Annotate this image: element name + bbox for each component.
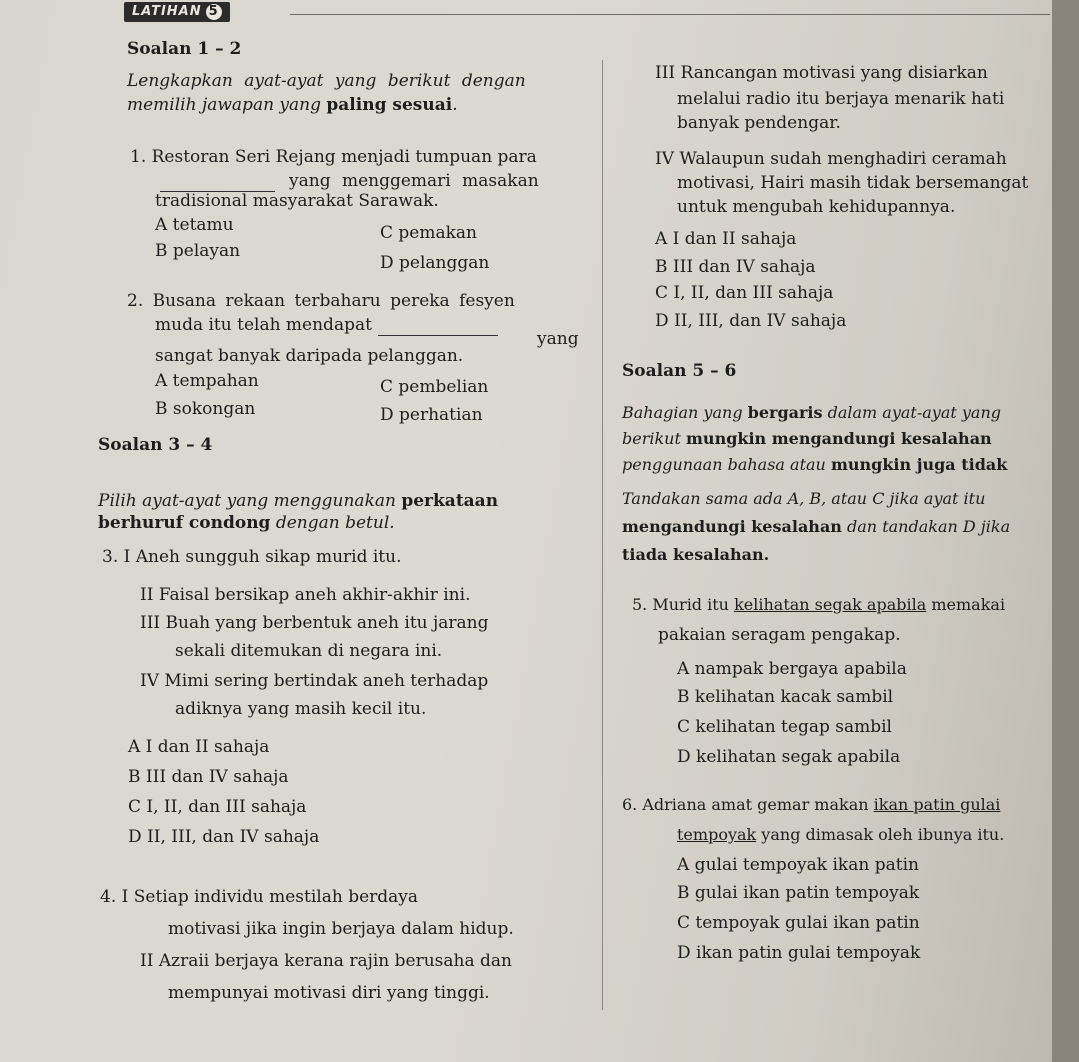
q6-stem: 6. Adriana amat gemar makan ikan patin gulai [622,795,1001,814]
q5-option-c[interactable]: C kelihatan tegap sambil [677,717,892,737]
section-heading-3-4: Soalan 3 – 4 [98,435,213,455]
q1-option-a[interactable]: A tetamu [155,215,234,235]
instruction-line: Lengkapkan ayat-ayat yang berikut dengan [127,71,526,91]
q2-option-c[interactable]: C pembelian [380,377,489,397]
q4-option-a[interactable]: A I dan II sahaja [655,229,797,249]
column-divider [602,60,603,1010]
q1-option-d[interactable]: D pelanggan [380,253,490,273]
q4-statement: motivasi jika ingin berjaya dalam hidup. [168,919,514,939]
q3-option-c[interactable]: C I, II, dan III sahaja [128,797,307,817]
q3-statement: IV Mimi sering bertindak aneh terhadap [140,671,489,691]
answer-blank [378,335,498,336]
q6-stem: tempoyak yang dimasak oleh ibunya itu. [677,825,1005,844]
q6-option-b[interactable]: B gulai ikan patin tempoyak [677,883,920,903]
q4-statement: II Azraii berjaya kerana rajin berusaha dan [140,951,512,971]
q3-statement: 3. I Aneh sungguh sikap murid itu. [102,547,402,567]
instruction-line: memilih jawapan yang paling sesuai. [127,95,458,115]
q2-option-b[interactable]: B sokongan [155,399,256,419]
q2-line: sangat banyak daripada pelanggan. [155,346,464,366]
q3-statement: III Buah yang berbentuk aneh itu jarang [140,613,489,633]
q3-statement: adiknya yang masih kecil itu. [175,699,427,719]
q5-stem: pakaian seragam pengakap. [658,625,901,645]
exercise-badge: LATIHAN 5 [124,2,230,22]
exercise-number: 5 [206,4,222,20]
q1-option-c[interactable]: C pemakan [380,223,477,243]
q2-line: 2. Busana rekaan terbaharu pereka fesyen [127,291,515,311]
q6-option-a[interactable]: A gulai tempoyak ikan patin [677,855,919,875]
instruction-line: berhuruf condong dengan betul. [98,513,395,533]
q4-statement: III Rancangan motivasi yang disiarkan [655,63,988,83]
q1-line: 1. Restoran Seri Rejang menjadi tumpuan para [130,147,537,167]
q4-statement: banyak pendengar. [677,113,841,133]
q6-option-c[interactable]: C tempoyak gulai ikan patin [677,913,920,933]
q3-option-b[interactable]: B III dan IV sahaja [128,767,289,787]
instruction-line: mengandungi kesalahan dan tandakan D jika [622,517,1011,536]
section-heading-1-2: Soalan 1 – 2 [127,39,242,59]
q4-statement: mempunyai motivasi diri yang tinggi. [168,983,490,1003]
q2-line: yang [537,329,579,349]
header-rule [290,14,1050,15]
q1-line: yang menggemari masakan [160,170,590,192]
section-heading-5-6: Soalan 5 – 6 [622,361,737,381]
q3-option-a[interactable]: A I dan II sahaja [128,737,270,757]
q4-statement: IV Walaupun sudah menghadiri ceramah [655,149,1007,169]
q5-option-b[interactable]: B kelihatan kacak sambil [677,687,894,707]
q3-statement: II Faisal bersikap aneh akhir-akhir ini. [140,585,471,605]
q5-stem: 5. Murid itu kelihatan segak apabila memakai [632,595,1006,614]
q1-line: tradisional masyarakat Sarawak. [155,191,439,211]
q4-option-d[interactable]: D II, III, dan IV sahaja [655,311,847,331]
q4-statement: motivasi, Hairi masih tidak bersemangat [677,173,1029,193]
q4-statement: untuk mengubah kehidupannya. [677,197,956,217]
q2-option-d[interactable]: D perhatian [380,405,483,425]
q2-line: muda itu telah mendapat [155,314,498,336]
q4-statement: 4. I Setiap individu mestilah berdaya [100,887,419,907]
instruction-line: berikut mungkin mengandungi kesalahan [622,429,992,448]
q4-option-b[interactable]: B III dan IV sahaja [655,257,816,277]
q3-statement: sekali ditemukan di negara ini. [175,641,443,661]
instruction-line: tiada kesalahan. [622,545,770,564]
q4-option-c[interactable]: C I, II, dan III sahaja [655,283,834,303]
q5-option-d[interactable]: D kelihatan segak apabila [677,747,901,767]
instruction-line: Bahagian yang bergaris dalam ayat-ayat yang [622,403,1002,422]
instruction-line: penggunaan bahasa atau mungkin juga tidak [622,455,1008,474]
q3-option-d[interactable]: D II, III, dan IV sahaja [128,827,320,847]
q1-option-b[interactable]: B pelayan [155,241,241,261]
q5-option-a[interactable]: A nampak bergaya apabila [677,659,907,679]
instruction-line: Tandakan sama ada A, B, atau C jika ayat itu [622,489,986,508]
q2-option-a[interactable]: A tempahan [155,371,259,391]
q4-statement: melalui radio itu berjaya menarik hati [677,89,1005,109]
instruction-line: Pilih ayat-ayat yang menggunakan perkataan [98,491,499,511]
q6-option-d[interactable]: D ikan patin gulai tempoyak [677,943,921,963]
